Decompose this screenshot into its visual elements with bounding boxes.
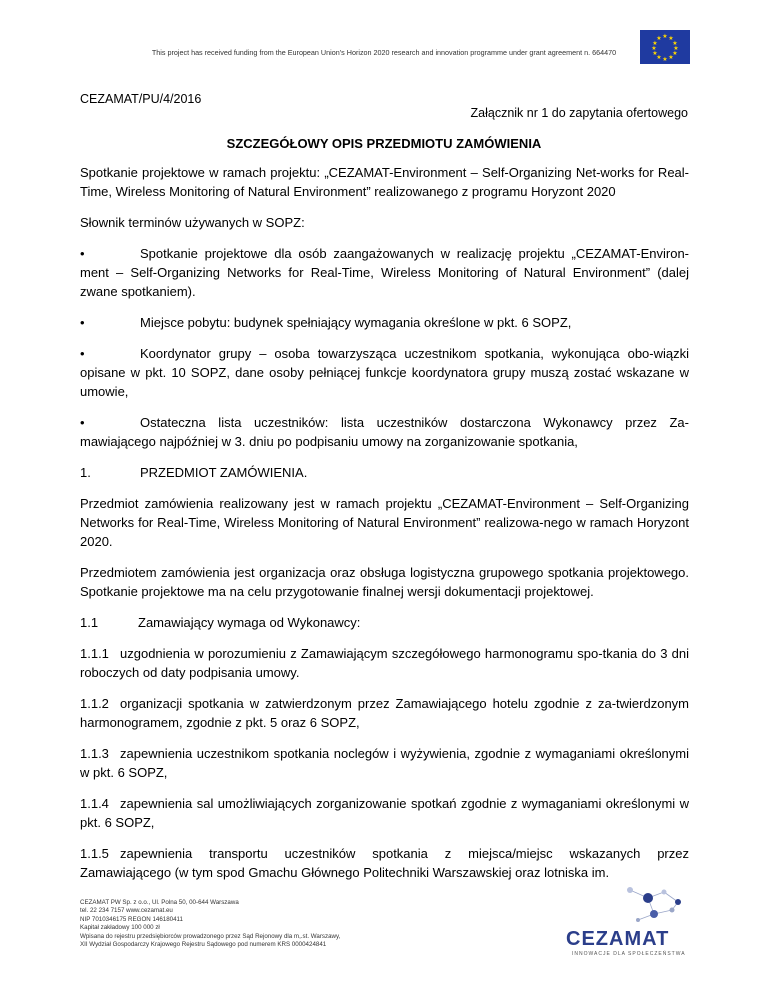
- star-icon: ★: [656, 55, 662, 61]
- item-text: zapewnienia sal umożliwiających zorganizowanie spotkań zgodnie z wymaganiami określonymi w pkt. 6 SOPZ,: [80, 796, 689, 830]
- list-item: [80, 694, 689, 732]
- footer-line: Wpisana do rejestru przedsiębiorców prowadzonego przez Sąd Rejonowy dla m,.st. Warszawy,: [80, 932, 341, 940]
- section-heading: [80, 463, 689, 482]
- list-item: [80, 644, 689, 682]
- item-number: 1.1.1: [80, 646, 109, 661]
- item-text: zapewnienia uczestnikom spotkania noclegów i wyżywienia, zgodnie z wymaganiami określonymi w pkt. 6 SOPZ,: [80, 746, 689, 780]
- star-icon: ★: [652, 51, 658, 57]
- footer-line: CEZAMAT PW Sp. z o.o., Ul. Polna 50, 00-644 Warszawa: [80, 899, 239, 906]
- bullet-marker: •: [80, 246, 85, 261]
- star-icon: ★: [656, 36, 662, 42]
- section-title: PRZEDMIOT ZAMÓWIENIA.: [140, 465, 308, 480]
- list-item: [80, 794, 689, 832]
- star-icon: ★: [651, 46, 657, 52]
- funding-note: This project has received funding from the European Union’s Horizon 2020 research and innovation programme under grant agreement n. 664470: [151, 48, 617, 57]
- star-icon: ★: [673, 46, 679, 52]
- item-text: organizacji spotkania w zatwierdzonym przez Zamawiającego hotelu zgodnie z za-twierdzonym harmonogramem, zgodnie z pkt. 5 oraz 6 SOPZ,: [80, 696, 689, 730]
- logo-wordmark: CEZAMAT: [566, 928, 670, 950]
- glossary-text: Ostateczna lista uczestników: lista uczestników dostarczona Wykonawcy przez Za-mawiającego najpóźniej w 3. dniu po podpisaniu umowy na zorganizowanie spotkania,: [80, 415, 689, 449]
- bullet-marker: •: [80, 415, 85, 430]
- footer-line: XII Wydział Gospodarczy Krajowego Rejestru Sądowego pod numerem KRS 0000424841: [80, 941, 327, 949]
- glossary-text: Miejsce pobytu: budynek spełniający wymagania określone w pkt. 6 SOPZ,: [140, 315, 572, 330]
- star-icon: ★: [652, 41, 658, 47]
- star-icon: ★: [672, 41, 678, 47]
- company-footer: [80, 899, 340, 949]
- item-number: 1.1.5: [80, 846, 109, 861]
- glossary-text: Spotkanie projektowe dla osób zaangażowanych w realizację projektu „CEZAMAT-Environ-ment – Self-Organizing Networks for Real-Time, Wireless Monitoring of Natural Environment” (dalej zwane spotkaniem).: [80, 246, 689, 299]
- section-number: 1.: [80, 465, 91, 480]
- list-item: [80, 744, 689, 782]
- star-icon: ★: [672, 51, 678, 57]
- bullet-marker: •: [80, 315, 85, 330]
- logo-tagline: INNOWACJE DLA SPOŁECZEŃSTWA: [572, 951, 686, 957]
- star-icon: ★: [668, 36, 674, 42]
- subsection-heading: [80, 613, 689, 632]
- annex-label: Załącznik nr 1 do zapytania ofertowego: [470, 106, 688, 120]
- item-text: zapewnienia transportu uczestników spotkania z miejsca/miejsc wskazanych przez Zamawiającego (w tym spod Gmachu Głównego Politechniki Warszawskiej oraz lotniska im.: [80, 846, 689, 880]
- item-number: 1.1.3: [80, 746, 109, 761]
- bullet-marker: •: [80, 346, 85, 361]
- page-title: SZCZEGÓŁOWY OPIS PRZEDMIOTU ZAMÓWIENIA: [226, 136, 542, 151]
- intro-paragraph: Spotkanie projektowe w ramach projektu: „CEZAMAT-Environment – Self-Organizing Net-works for Real-Time, Wireless Monitoring of Natural Environment” realizowanego z programu Horyzont 2020: [80, 165, 689, 199]
- glossary-item: [80, 413, 689, 451]
- footer-line: Kapitał zakładowy 100 000 zł: [80, 924, 160, 932]
- eu-flag-icon: [640, 30, 690, 64]
- star-icon: ★: [662, 57, 668, 63]
- paragraph: Przedmiotem zamówienia jest organizacja oraz obsługa logistyczna grupowego spotkania projektowego. Spotkanie projektowe ma na celu przygotowanie finalnej wersji dokumentacji projektowej.: [80, 565, 689, 599]
- document-reference: CEZAMAT/PU/4/2016: [80, 92, 202, 106]
- glossary-heading: Słownik terminów używanych w SOPZ:: [80, 215, 305, 230]
- list-item: [80, 844, 689, 882]
- subsection-number: 1.1: [80, 615, 99, 630]
- network-graphic-icon: [560, 880, 690, 930]
- footer-line: tel. 22 234 7157 www.cezamat.eu: [80, 907, 173, 915]
- glossary-item: [80, 313, 689, 332]
- footer-line: NIP 7010346175 REGON 146180411: [80, 915, 183, 923]
- document-body: [80, 163, 689, 894]
- item-number: 1.1.2: [80, 696, 109, 711]
- item-text: uzgodnienia w porozumieniu z Zamawiającym szczegółowego harmonogramu spo-tkania do 3 dni roboczych od daty podpisania umowy.: [80, 646, 689, 680]
- paragraph: Przedmiot zamówienia realizowany jest w ramach projektu „CEZAMAT-Environment – Self-Organizing Networks for Real-Time, Wireless Monitoring of Natural Environment” realizowa-nego w ramach Horyzont 2020.: [80, 496, 689, 549]
- subsection-title: Zamawiający wymaga od Wykonawcy:: [138, 615, 361, 630]
- star-icon: ★: [662, 34, 668, 40]
- glossary-text: Koordynator grupy – osoba towarzysząca uczestnikom spotkania, wykonująca obo-wiązki opisane w pkt. 10 SOPZ, dane osoby pełniącej funkcje koordynatora grupy muszą zostać wskazane w umowie,: [80, 346, 689, 399]
- glossary-item: [80, 344, 689, 401]
- glossary-item: [80, 244, 689, 301]
- cezamat-logo: [560, 880, 690, 960]
- item-number: 1.1.4: [80, 796, 109, 811]
- star-icon: ★: [668, 55, 674, 61]
